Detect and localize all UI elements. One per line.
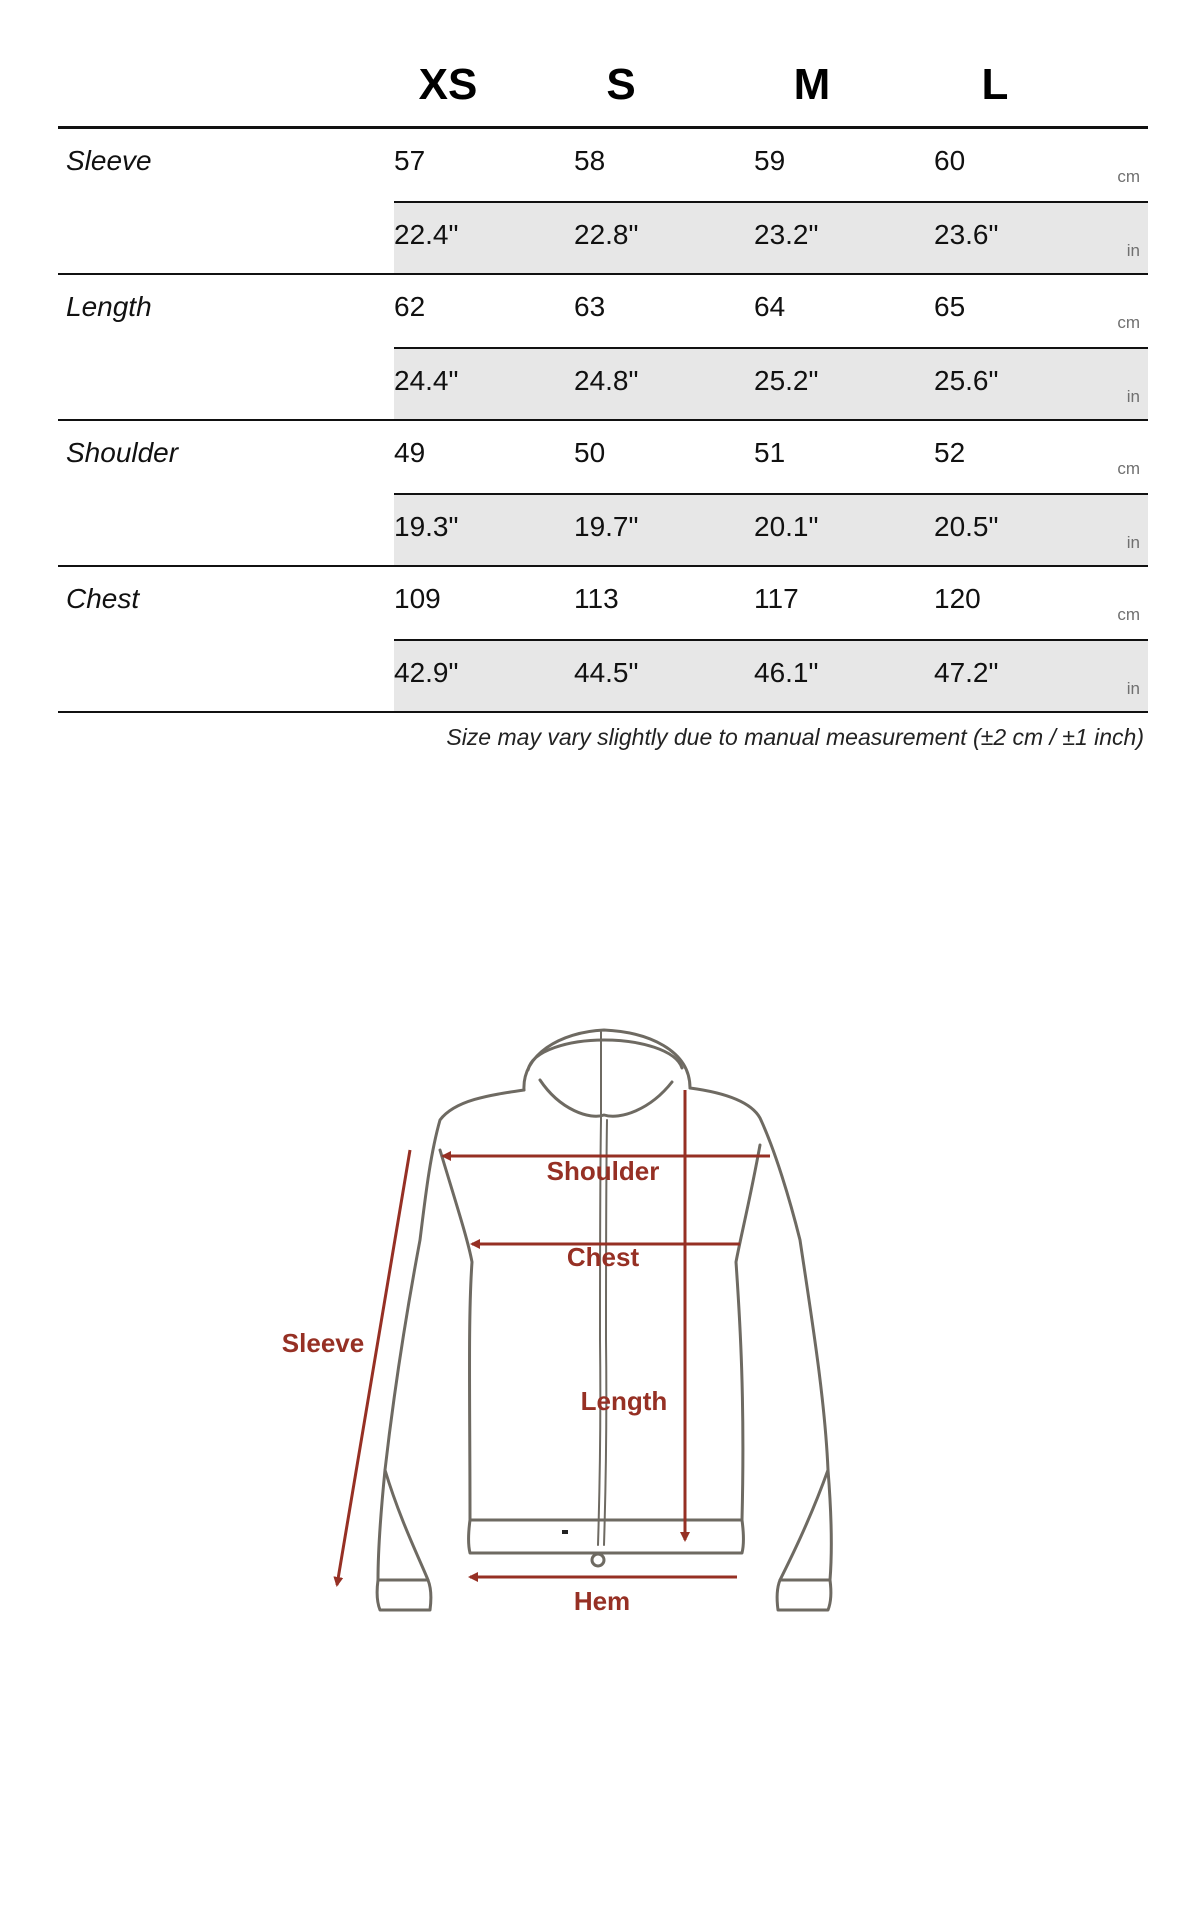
unit-label-cm: cm (1117, 167, 1140, 186)
measurement-label: Sleeve (66, 145, 152, 176)
value-cell: 20.5" (934, 511, 999, 542)
measurement-group-sleeve (58, 129, 1148, 275)
measurement-group-length (58, 275, 1148, 421)
value-cell: 117 (754, 583, 799, 614)
chest-label: Chest (566, 1242, 640, 1272)
value-cell: 22.8" (574, 219, 639, 250)
unit-label-in: in (1126, 679, 1140, 698)
measurement-label: Shoulder (66, 437, 179, 468)
value-cell: 46.1" (754, 657, 819, 688)
value-cell: 24.4" (394, 365, 459, 396)
measurement-group-shoulder (58, 421, 1148, 567)
value-cell: 20.1" (754, 511, 819, 542)
unit-label-cm: cm (1117, 459, 1140, 478)
hoodie-measurement-diagram (0, 990, 1200, 1640)
cm-row (394, 129, 1148, 201)
value-cell: 24.8" (574, 365, 639, 396)
size-chart-table (58, 126, 1148, 713)
shoulder-label: Shoulder (546, 1156, 660, 1186)
value-cell: 47.2" (934, 657, 999, 688)
length-label: Length (580, 1386, 668, 1416)
value-cell: 62 (394, 291, 426, 322)
value-cell: 52 (934, 437, 966, 468)
measurement-label: Chest (66, 583, 140, 614)
value-cell: 23.2" (754, 219, 819, 250)
inch-row (394, 639, 1148, 711)
value-cell: 22.4" (394, 219, 459, 250)
value-cell: 49 (394, 437, 426, 468)
value-cell: 44.5" (574, 657, 639, 688)
size-l-header: L (981, 60, 1009, 109)
sleeve-label: Sleeve (281, 1328, 365, 1358)
value-cell: 109 (394, 583, 441, 614)
tag-mark (562, 1530, 568, 1534)
value-cell: 19.3" (394, 511, 459, 542)
hem-label: Hem (573, 1586, 631, 1616)
value-cell: 51 (754, 437, 786, 468)
value-cell: 63 (574, 291, 606, 322)
inch-row (394, 347, 1148, 419)
value-cell: 65 (934, 291, 966, 322)
value-cell: 50 (574, 437, 606, 468)
size-header-row (0, 60, 1200, 120)
size-m-header: M (793, 60, 831, 109)
inch-row (394, 201, 1148, 273)
value-cell: 57 (394, 145, 426, 176)
size-xs-header: XS (418, 60, 478, 109)
unit-label-cm: cm (1117, 313, 1140, 332)
value-cell: 25.2" (754, 365, 819, 396)
value-cell: 120 (934, 583, 981, 614)
unit-label-in: in (1126, 241, 1140, 260)
value-cell: 42.9" (394, 657, 459, 688)
value-cell: 113 (574, 583, 619, 614)
unit-label-in: in (1126, 387, 1140, 406)
value-cell: 60 (934, 145, 966, 176)
unit-label-in: in (1126, 533, 1140, 552)
value-cell: 58 (574, 145, 606, 176)
measurement-label: Length (66, 291, 152, 322)
inch-row (394, 493, 1148, 565)
value-cell: 64 (754, 291, 786, 322)
unit-label-cm: cm (1117, 605, 1140, 624)
hoodie-outline (377, 1030, 831, 1610)
value-cell: 59 (754, 145, 786, 176)
value-cell: 23.6" (934, 219, 999, 250)
size-s-header: S (606, 60, 636, 109)
measurement-note: Size may vary slightly due to manual measurement (±2 cm / ±1 inch) (446, 724, 1144, 750)
measurement-group-chest (58, 567, 1148, 713)
cm-row (394, 567, 1148, 639)
cm-row (394, 421, 1148, 493)
cm-row (394, 275, 1148, 347)
value-cell: 19.7" (574, 511, 639, 542)
value-cell: 25.6" (934, 365, 999, 396)
